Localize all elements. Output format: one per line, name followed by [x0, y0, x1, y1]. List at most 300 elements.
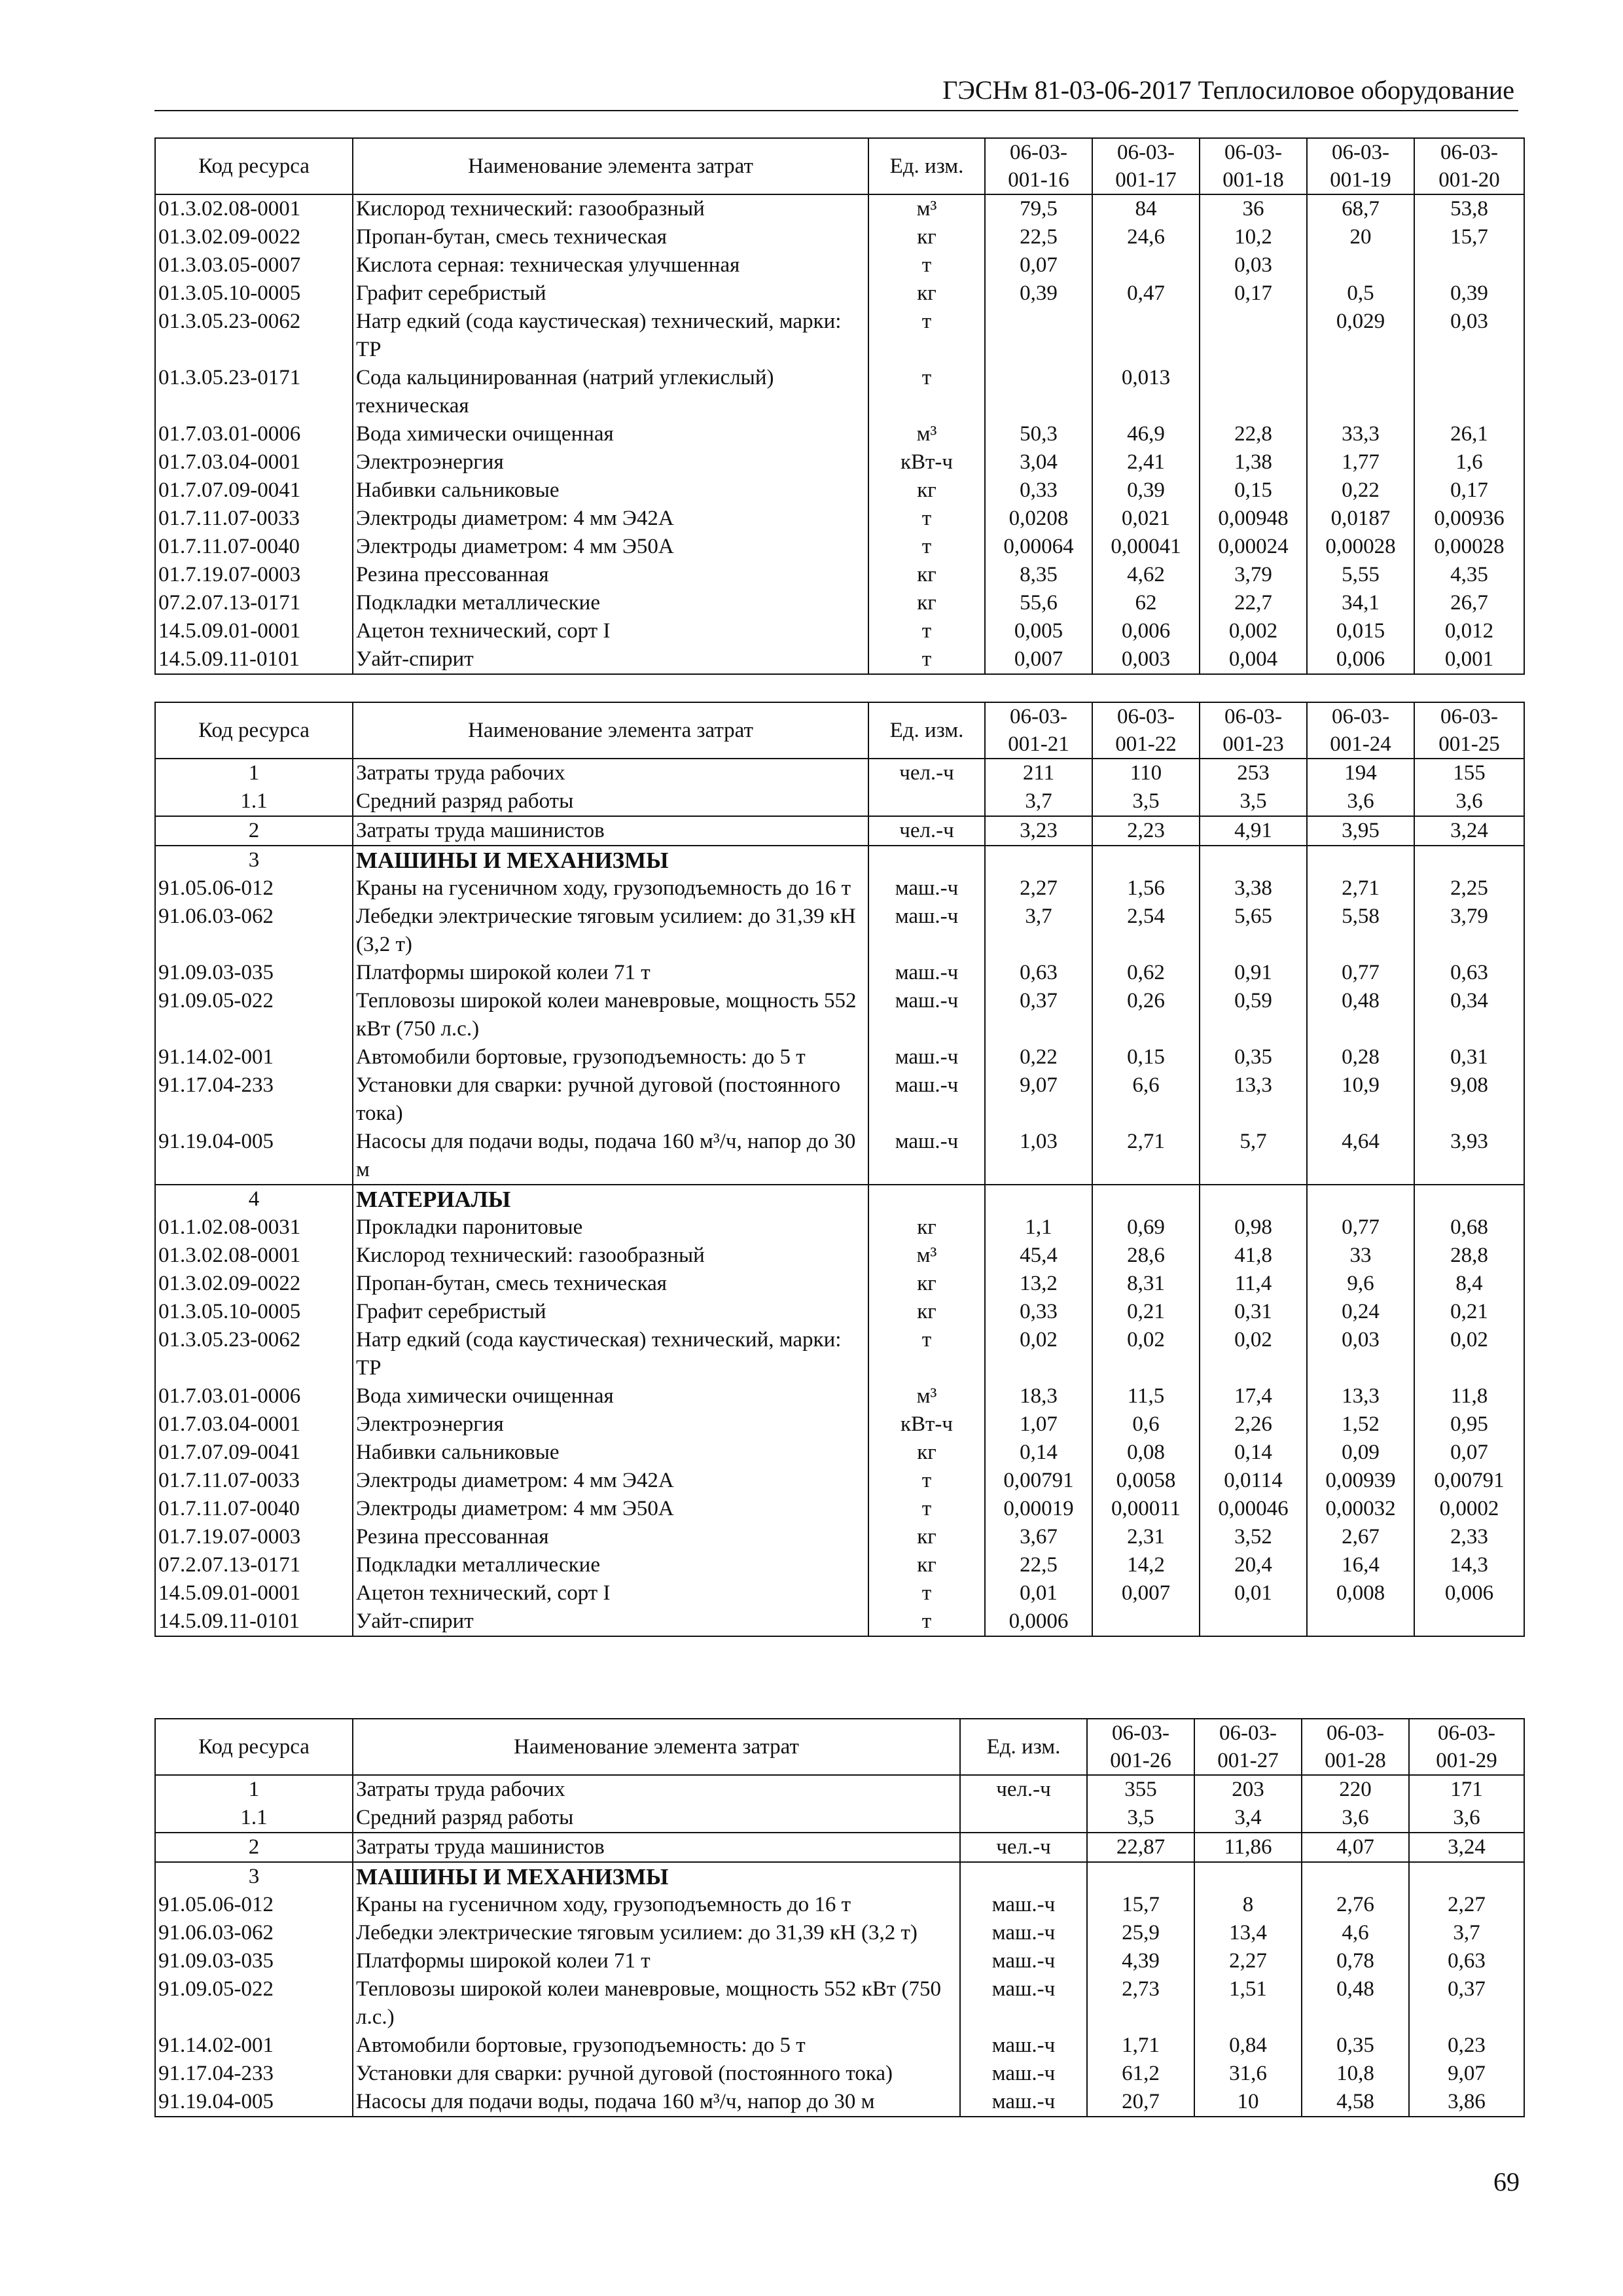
value-cell: 2,27: [1409, 1891, 1524, 1919]
value-cell: 3,67: [985, 1523, 1092, 1551]
header-norm: 06-03- 001-24: [1307, 702, 1414, 759]
value-cell: 2,76: [1302, 1891, 1409, 1919]
resource-name: Вода химически очищенная: [353, 1382, 868, 1410]
value-cell: [985, 1185, 1092, 1213]
resource-name: Ацетон технический, сорт I: [353, 617, 868, 645]
resource-code: 91.09.03-035: [155, 959, 353, 987]
resource-code: 07.2.07.13-0171: [155, 1551, 353, 1579]
value-cell: 1,1: [985, 1213, 1092, 1242]
unit-cell: маш.-ч: [868, 1128, 985, 1185]
header-norm: 06-03- 001-27: [1194, 1719, 1302, 1775]
value-cell: 3,7: [1409, 1919, 1524, 1947]
resource-code: 01.7.03.01-0006: [155, 1382, 353, 1410]
resource-name: Натр едкий (сода каустическая) технический, марки: ТР: [353, 308, 868, 364]
unit-cell: кВт-ч: [868, 1410, 985, 1439]
value-cell: 220: [1302, 1775, 1409, 1804]
unit-cell: маш.-ч: [868, 1043, 985, 1071]
value-cell: [1200, 1607, 1307, 1636]
value-cell: 2,26: [1200, 1410, 1307, 1439]
value-cell: 79,5: [985, 194, 1092, 223]
value-cell: 3,24: [1409, 1833, 1524, 1862]
resource-table-1: [154, 137, 1525, 675]
unit-cell: м³: [868, 420, 985, 448]
resource-name: Уайт-спирит: [353, 1607, 868, 1636]
value-cell: 4,62: [1092, 561, 1200, 589]
value-cell: 0,00041: [1092, 533, 1200, 561]
value-cell: 0,84: [1194, 2032, 1302, 2060]
value-cell: 0,33: [985, 476, 1092, 505]
resource-code: 01.3.02.08-0001: [155, 194, 353, 223]
header-norm: 06-03- 001-22: [1092, 702, 1200, 759]
value-cell: [1409, 1862, 1524, 1891]
resource-name: Кислота серная: техническая улучшенная: [353, 251, 868, 279]
header-code: Код ресурса: [155, 1719, 353, 1775]
resource-name: Графит серебристый: [353, 279, 868, 308]
value-cell: [1307, 251, 1414, 279]
resource-code: 01.7.19.07-0003: [155, 561, 353, 589]
unit-cell: чел.-ч: [868, 759, 985, 787]
value-cell: 10: [1194, 2088, 1302, 2117]
resource-name: Автомобили бортовые, грузоподъемность: до 5 т: [353, 2032, 960, 2060]
unit-cell: т: [868, 1326, 985, 1382]
value-cell: 26,1: [1414, 420, 1524, 448]
value-cell: 3,52: [1200, 1523, 1307, 1551]
resource-name: Вода химически очищенная: [353, 420, 868, 448]
value-cell: 1,52: [1307, 1410, 1414, 1439]
table-row: [155, 1862, 1524, 1891]
value-cell: 0,00028: [1307, 533, 1414, 561]
value-cell: 155: [1414, 759, 1524, 787]
value-cell: 0,39: [1414, 279, 1524, 308]
value-cell: 3,6: [1409, 1804, 1524, 1833]
value-cell: 8,35: [985, 561, 1092, 589]
page-header: [154, 69, 1518, 111]
resource-name: Затраты труда рабочих: [353, 759, 868, 787]
resource-code: 01.7.19.07-0003: [155, 1523, 353, 1551]
value-cell: 0,006: [1092, 617, 1200, 645]
unit-cell: [960, 1862, 1087, 1891]
value-cell: 9,07: [985, 1071, 1092, 1128]
resource-code: 01.7.11.07-0033: [155, 505, 353, 533]
table-row: [155, 1298, 1524, 1326]
value-cell: 14,3: [1414, 1551, 1524, 1579]
value-cell: 0,91: [1200, 959, 1307, 987]
table-row: [155, 787, 1524, 816]
value-cell: 62: [1092, 589, 1200, 617]
value-cell: 13,3: [1200, 1071, 1307, 1128]
table-row: [155, 1833, 1524, 1862]
table-row: [155, 364, 1524, 420]
value-cell: 171: [1409, 1775, 1524, 1804]
unit-cell: т: [868, 533, 985, 561]
table-row: [155, 420, 1524, 448]
resource-name: Графит серебристый: [353, 1298, 868, 1326]
value-cell: 2,67: [1307, 1523, 1414, 1551]
value-cell: [1092, 846, 1200, 874]
value-cell: 17,4: [1200, 1382, 1307, 1410]
table-row: [155, 1043, 1524, 1071]
resource-name: Автомобили бортовые, грузоподъемность: до 5 т: [353, 1043, 868, 1071]
value-cell: 0,00791: [985, 1467, 1092, 1495]
value-cell: [1414, 1185, 1524, 1213]
table-row: [155, 645, 1524, 674]
table-row: [155, 476, 1524, 505]
resource-code: 01.7.11.07-0040: [155, 1495, 353, 1523]
value-cell: [1200, 308, 1307, 364]
resource-name: МАШИНЫ И МЕХАНИЗМЫ: [353, 1862, 960, 1891]
value-cell: 4,64: [1307, 1128, 1414, 1185]
value-cell: [1194, 1862, 1302, 1891]
unit-cell: кг: [868, 1551, 985, 1579]
unit-cell: т: [868, 1495, 985, 1523]
table-row: [155, 1467, 1524, 1495]
resource-code: 01.3.02.09-0022: [155, 1270, 353, 1298]
value-cell: 194: [1307, 759, 1414, 787]
value-cell: 4,39: [1087, 1947, 1194, 1975]
value-cell: 0,00939: [1307, 1467, 1414, 1495]
value-cell: 0,02: [1092, 1326, 1200, 1382]
resource-name: МАТЕРИАЛЫ: [353, 1185, 868, 1213]
value-cell: 3,23: [985, 816, 1092, 846]
value-cell: [985, 364, 1092, 420]
value-cell: 2,23: [1092, 816, 1200, 846]
value-cell: 0,00791: [1414, 1467, 1524, 1495]
header-unit: Ед. изм.: [960, 1719, 1087, 1775]
value-cell: 9,08: [1414, 1071, 1524, 1128]
value-cell: 3,79: [1200, 561, 1307, 589]
table-row: [155, 1551, 1524, 1579]
resource-name: Электроды диаметром: 4 мм Э42А: [353, 505, 868, 533]
value-cell: 0,69: [1092, 1213, 1200, 1242]
value-cell: 0,62: [1092, 959, 1200, 987]
resource-code: 91.05.06-012: [155, 874, 353, 903]
table-row: [155, 1128, 1524, 1185]
value-cell: 0,01: [985, 1579, 1092, 1607]
header-norm: 06-03- 001-20: [1414, 138, 1524, 194]
resource-name: Электроды диаметром: 4 мм Э50А: [353, 533, 868, 561]
resource-code: 91.14.02-001: [155, 2032, 353, 2060]
unit-cell: т: [868, 364, 985, 420]
resource-name: Натр едкий (сода каустическая) технический, марки: ТР: [353, 1326, 868, 1382]
unit-cell: маш.-ч: [960, 2088, 1087, 2117]
resource-code: 14.5.09.11-0101: [155, 1607, 353, 1636]
value-cell: 4,6: [1302, 1919, 1409, 1947]
table-row: [155, 279, 1524, 308]
unit-cell: маш.-ч: [960, 2060, 1087, 2088]
value-cell: 28,6: [1092, 1242, 1200, 1270]
value-cell: 0,001: [1414, 645, 1524, 674]
value-cell: [1414, 364, 1524, 420]
value-cell: 0,005: [985, 617, 1092, 645]
header-name: Наименование элемента затрат: [353, 702, 868, 759]
table-row: [155, 816, 1524, 846]
value-cell: 0,004: [1200, 645, 1307, 674]
unit-cell: маш.-ч: [868, 987, 985, 1043]
table-row: [155, 1071, 1524, 1128]
table-row: [155, 223, 1524, 251]
value-cell: 3,95: [1307, 816, 1414, 846]
value-cell: 3,38: [1200, 874, 1307, 903]
value-cell: 0,34: [1414, 987, 1524, 1043]
value-cell: 0,59: [1200, 987, 1307, 1043]
unit-cell: чел.-ч: [960, 1775, 1087, 1804]
resource-name: Прокладки паронитовые: [353, 1213, 868, 1242]
unit-cell: [868, 787, 985, 816]
resource-code: 2: [155, 816, 353, 846]
page-number: 69: [1493, 2167, 1520, 2197]
table-row: [155, 2032, 1524, 2060]
value-cell: 355: [1087, 1775, 1194, 1804]
value-cell: 20: [1307, 223, 1414, 251]
table-row: [155, 1185, 1524, 1213]
table-row: [155, 987, 1524, 1043]
resource-name: Тепловозы широкой колеи маневровые, мощность 552 кВт (750 л.с.): [353, 987, 868, 1043]
unit-cell: т: [868, 251, 985, 279]
value-cell: 253: [1200, 759, 1307, 787]
resource-code: 01.3.05.23-0062: [155, 308, 353, 364]
unit-cell: кВт-ч: [868, 448, 985, 476]
value-cell: 0,007: [1092, 1579, 1200, 1607]
value-cell: 0,0208: [985, 505, 1092, 533]
table-row: [155, 1326, 1524, 1382]
value-cell: 110: [1092, 759, 1200, 787]
value-cell: 0,31: [1200, 1298, 1307, 1326]
value-cell: [1307, 846, 1414, 874]
resource-code: 91.06.03-062: [155, 903, 353, 959]
value-cell: 5,7: [1200, 1128, 1307, 1185]
value-cell: 11,8: [1414, 1382, 1524, 1410]
value-cell: 3,7: [985, 903, 1092, 959]
value-cell: 5,58: [1307, 903, 1414, 959]
value-cell: 2,33: [1414, 1523, 1524, 1551]
value-cell: 0,006: [1307, 645, 1414, 674]
header-code: Код ресурса: [155, 702, 353, 759]
value-cell: 36: [1200, 194, 1307, 223]
unit-cell: кг: [868, 1298, 985, 1326]
resource-code: 01.3.05.10-0005: [155, 1298, 353, 1326]
value-cell: 22,5: [985, 223, 1092, 251]
unit-cell: м³: [868, 194, 985, 223]
value-cell: 3,6: [1414, 787, 1524, 816]
table-row: [155, 1495, 1524, 1523]
value-cell: 0,48: [1307, 987, 1414, 1043]
value-cell: 3,7: [985, 787, 1092, 816]
value-cell: 84: [1092, 194, 1200, 223]
resource-name: Набивки сальниковые: [353, 476, 868, 505]
resource-name: Тепловозы широкой колеи маневровые, мощность 552 кВт (750 л.с.): [353, 1975, 960, 2032]
value-cell: 10,8: [1302, 2060, 1409, 2088]
table-row: [155, 1523, 1524, 1551]
value-cell: 0,00948: [1200, 505, 1307, 533]
unit-cell: м³: [868, 1382, 985, 1410]
value-cell: 0,013: [1092, 364, 1200, 420]
value-cell: 0,17: [1200, 279, 1307, 308]
value-cell: 11,4: [1200, 1270, 1307, 1298]
value-cell: 0,35: [1200, 1043, 1307, 1071]
resource-code: 14.5.09.01-0001: [155, 617, 353, 645]
table-row: [155, 251, 1524, 279]
value-cell: 20,4: [1200, 1551, 1307, 1579]
value-cell: [1302, 1862, 1409, 1891]
header-unit: Ед. изм.: [868, 702, 985, 759]
value-cell: 1,71: [1087, 2032, 1194, 2060]
resource-code: 91.05.06-012: [155, 1891, 353, 1919]
table-row: [155, 1439, 1524, 1467]
value-cell: 0,68: [1414, 1213, 1524, 1242]
resource-name: Кислород технический: газообразный: [353, 194, 868, 223]
value-cell: 0,21: [1092, 1298, 1200, 1326]
header-norm: 06-03- 001-16: [985, 138, 1092, 194]
value-cell: 5,65: [1200, 903, 1307, 959]
resource-code: 3: [155, 846, 353, 874]
resource-code: 1.1: [155, 1804, 353, 1833]
value-cell: 0,03: [1200, 251, 1307, 279]
value-cell: 2,71: [1307, 874, 1414, 903]
resource-code: 14.5.09.11-0101: [155, 645, 353, 674]
resource-name: Лебедки электрические тяговым усилием: до 31,39 кН (3,2 т): [353, 1919, 960, 1947]
table-row: [155, 2088, 1524, 2117]
resource-name: Насосы для подачи воды, подача 160 м³/ч, напор до 30 м: [353, 1128, 868, 1185]
unit-cell: кг: [868, 279, 985, 308]
value-cell: 0,14: [1200, 1439, 1307, 1467]
resource-code: 2: [155, 1833, 353, 1862]
header-norm: 06-03- 001-18: [1200, 138, 1307, 194]
value-cell: 0,00064: [985, 533, 1092, 561]
resource-code: 91.19.04-005: [155, 1128, 353, 1185]
value-cell: [1414, 251, 1524, 279]
value-cell: 13,4: [1194, 1919, 1302, 1947]
value-cell: 13,3: [1307, 1382, 1414, 1410]
unit-cell: чел.-ч: [868, 816, 985, 846]
table-row: [155, 1804, 1524, 1833]
unit-cell: маш.-ч: [960, 1975, 1087, 2032]
resource-name: Набивки сальниковые: [353, 1439, 868, 1467]
value-cell: 55,6: [985, 589, 1092, 617]
resource-code: 01.7.03.01-0006: [155, 420, 353, 448]
resource-name: Насосы для подачи воды, подача 160 м³/ч, напор до 30 м: [353, 2088, 960, 2117]
resource-name: Электроды диаметром: 4 мм Э42А: [353, 1467, 868, 1495]
value-cell: 2,25: [1414, 874, 1524, 903]
resource-name: Лебедки электрические тяговым усилием: до 31,39 кН (3,2 т): [353, 903, 868, 959]
value-cell: 2,71: [1092, 1128, 1200, 1185]
value-cell: 1,6: [1414, 448, 1524, 476]
resource-code: 01.3.05.10-0005: [155, 279, 353, 308]
value-cell: 3,24: [1414, 816, 1524, 846]
value-cell: 0,003: [1092, 645, 1200, 674]
value-cell: 2,27: [985, 874, 1092, 903]
value-cell: 5,55: [1307, 561, 1414, 589]
value-cell: 0,63: [985, 959, 1092, 987]
value-cell: 0,33: [985, 1298, 1092, 1326]
value-cell: 0,14: [985, 1439, 1092, 1467]
value-cell: 8,31: [1092, 1270, 1200, 1298]
table-row: [155, 194, 1524, 223]
resource-name: Резина прессованная: [353, 1523, 868, 1551]
resource-code: 91.17.04-233: [155, 1071, 353, 1128]
resource-name: Платформы широкой колеи 71 т: [353, 959, 868, 987]
table-row: [155, 1947, 1524, 1975]
value-cell: 0,00019: [985, 1495, 1092, 1523]
value-cell: 0,01: [1200, 1579, 1307, 1607]
header-norm: 06-03- 001-19: [1307, 138, 1414, 194]
value-cell: 0,00024: [1200, 533, 1307, 561]
value-cell: 22,5: [985, 1551, 1092, 1579]
value-cell: 4,07: [1302, 1833, 1409, 1862]
value-cell: 41,8: [1200, 1242, 1307, 1270]
table-row: [155, 308, 1524, 364]
value-cell: [1200, 1185, 1307, 1213]
resource-name: Подкладки металлические: [353, 589, 868, 617]
value-cell: 0,03: [1414, 308, 1524, 364]
value-cell: 46,9: [1092, 420, 1200, 448]
value-cell: 0,008: [1307, 1579, 1414, 1607]
value-cell: 11,5: [1092, 1382, 1200, 1410]
header-norm: 06-03- 001-23: [1200, 702, 1307, 759]
resource-name: Платформы широкой колеи 71 т: [353, 1947, 960, 1975]
value-cell: 45,4: [985, 1242, 1092, 1270]
table-row: [155, 533, 1524, 561]
value-cell: 0,77: [1307, 1213, 1414, 1242]
value-cell: 0,39: [985, 279, 1092, 308]
value-cell: 2,27: [1194, 1947, 1302, 1975]
table-row: [155, 1270, 1524, 1298]
unit-cell: маш.-ч: [960, 1891, 1087, 1919]
value-cell: 9,07: [1409, 2060, 1524, 2088]
value-cell: [1092, 1185, 1200, 1213]
value-cell: 0,08: [1092, 1439, 1200, 1467]
value-cell: 68,7: [1307, 194, 1414, 223]
value-cell: 24,6: [1092, 223, 1200, 251]
resource-code: 1.1: [155, 787, 353, 816]
unit-cell: маш.-ч: [960, 1919, 1087, 1947]
header-name: Наименование элемента затрат: [353, 1719, 960, 1775]
value-cell: 3,79: [1414, 903, 1524, 959]
value-cell: 33,3: [1307, 420, 1414, 448]
resource-code: 91.17.04-233: [155, 2060, 353, 2088]
unit-cell: кг: [868, 1213, 985, 1242]
unit-cell: маш.-ч: [868, 1071, 985, 1128]
value-cell: 9,6: [1307, 1270, 1414, 1298]
unit-cell: маш.-ч: [868, 874, 985, 903]
table-row: [155, 2060, 1524, 2088]
resource-name: Затраты труда машинистов: [353, 1833, 960, 1862]
resource-name: Ацетон технический, сорт I: [353, 1579, 868, 1607]
value-cell: 1,38: [1200, 448, 1307, 476]
value-cell: 4,91: [1200, 816, 1307, 846]
table-row: [155, 1382, 1524, 1410]
resource-code: 01.7.11.07-0040: [155, 533, 353, 561]
value-cell: 0,00028: [1414, 533, 1524, 561]
value-cell: 0,98: [1200, 1213, 1307, 1242]
value-cell: 0,0002: [1414, 1495, 1524, 1523]
table-row: [155, 1975, 1524, 2032]
value-cell: 18,3: [985, 1382, 1092, 1410]
table-row: [155, 846, 1524, 874]
unit-cell: кг: [868, 223, 985, 251]
header-code: Код ресурса: [155, 138, 353, 194]
unit-cell: т: [868, 505, 985, 533]
value-cell: 33: [1307, 1242, 1414, 1270]
value-cell: 2,41: [1092, 448, 1200, 476]
table-row: [155, 505, 1524, 533]
resource-code: 91.06.03-062: [155, 1919, 353, 1947]
unit-cell: маш.-ч: [960, 2032, 1087, 2060]
resource-name: Затраты труда рабочих: [353, 1775, 960, 1804]
value-cell: 0,78: [1302, 1947, 1409, 1975]
value-cell: 1,07: [985, 1410, 1092, 1439]
resource-code: 91.09.05-022: [155, 1975, 353, 2032]
value-cell: 0,6: [1092, 1410, 1200, 1439]
